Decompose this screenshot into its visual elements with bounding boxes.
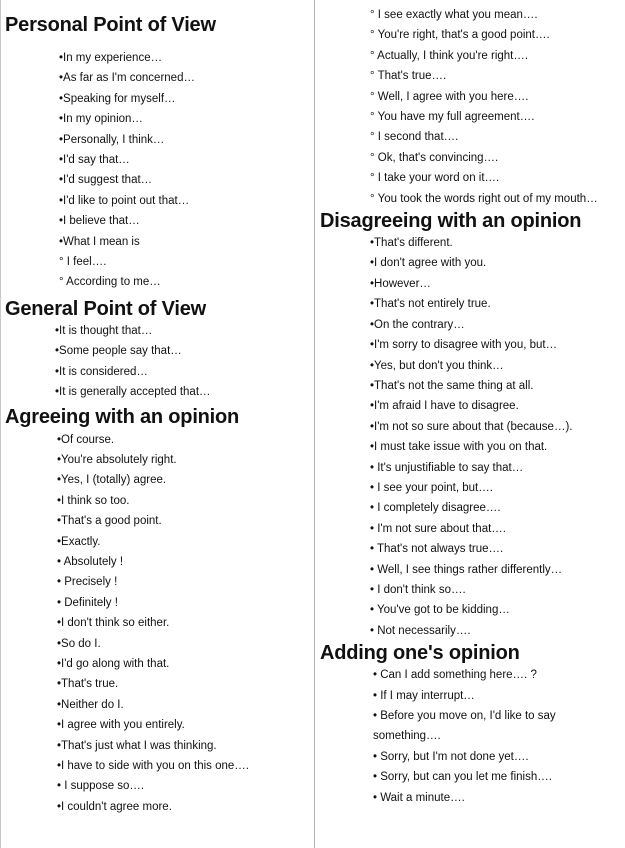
list-item: •Yes, I (totally) agree. bbox=[57, 474, 167, 487]
list-item: •I must take issue with you on that. bbox=[370, 441, 548, 454]
list-item: ° I feel…. bbox=[59, 256, 107, 269]
list-item: •I'd say that… bbox=[59, 154, 130, 167]
list-item: •It is considered… bbox=[55, 365, 148, 378]
list-item: •That's just what I was thinking. bbox=[57, 739, 217, 752]
heading-personal-point-of-view: Personal Point of View bbox=[5, 14, 216, 36]
list-item: •I'd like to point out that… bbox=[59, 194, 190, 207]
list-item: •I'd suggest that… bbox=[59, 174, 153, 187]
page-left-edge bbox=[0, 0, 1, 848]
heading-agreeing-with-an-opinion: Agreeing with an opinion bbox=[5, 405, 240, 428]
list-item: • I completely disagree…. bbox=[370, 502, 501, 515]
list-item: •I couldn't agree more. bbox=[57, 800, 172, 813]
list-item: ° I take your word on it…. bbox=[370, 172, 500, 185]
list-item: ° Well, I agree with you here…. bbox=[370, 90, 529, 103]
list-item: • If I may interrupt… bbox=[373, 689, 475, 702]
list-item: • Can I add something here…. ? bbox=[373, 669, 537, 682]
list-item: • I suppose so…. bbox=[57, 780, 145, 793]
right-column bbox=[320, 0, 620, 808]
list-item: •It is thought that… bbox=[55, 324, 153, 337]
list-item: •I'm not so sure about that (because…). bbox=[370, 420, 573, 433]
heading-adding-ones-opinion: Adding one's opinion bbox=[320, 642, 520, 665]
list-item: •I'd go along with that. bbox=[57, 657, 170, 670]
left-column bbox=[5, 0, 310, 817]
list-item: •That's true. bbox=[57, 678, 119, 691]
list-agreeing-continued bbox=[320, 5, 620, 209]
list-item: • Precisely ! bbox=[57, 576, 118, 589]
list-item: •I'm afraid I have to disagree. bbox=[370, 400, 519, 413]
list-item: • Well, I see things rather differently… bbox=[370, 563, 563, 576]
list-item: • I'm not sure about that…. bbox=[370, 522, 506, 535]
list-item: ° I see exactly what you mean…. bbox=[370, 9, 538, 21]
list-item: ° You have my full agreement…. bbox=[370, 111, 535, 124]
list-item: ° Ok, that's convincing…. bbox=[370, 151, 499, 164]
list-item: •I agree with you entirely. bbox=[57, 719, 185, 732]
list-item: ° That's true…. bbox=[370, 70, 447, 83]
list-item: •In my opinion… bbox=[59, 113, 143, 126]
list-item: • That's not always true…. bbox=[370, 543, 504, 556]
list-adding-ones-opinion bbox=[320, 665, 620, 808]
list-item: • You've got to be kidding… bbox=[370, 604, 510, 617]
list-item: ° You're right, that's a good point…. bbox=[370, 29, 550, 42]
list-item: •I'm sorry to disagree with you, but… bbox=[370, 339, 558, 352]
list-item: ° You took the words right out of my mouth… bbox=[370, 192, 598, 205]
list-item: • Wait a minute…. bbox=[373, 791, 465, 804]
list-item: • It's unjustifiable to say that… bbox=[370, 461, 524, 474]
list-item: •That's different. bbox=[370, 237, 453, 250]
list-item: •Of course. bbox=[57, 433, 115, 446]
list-item: • Definitely ! bbox=[57, 596, 118, 609]
list-item: ° Actually, I think you're right…. bbox=[370, 49, 529, 62]
list-item: •In my experience… bbox=[59, 52, 163, 64]
list-item: • I don't think so…. bbox=[370, 583, 466, 596]
list-item: •So do I. bbox=[57, 637, 101, 650]
list-item: •Neither do I. bbox=[57, 698, 124, 711]
list-item: •You're absolutely right. bbox=[57, 453, 177, 466]
list-item: •Exactly. bbox=[57, 535, 101, 548]
list-agreeing-with-an-opinion bbox=[5, 430, 310, 818]
column-divider bbox=[314, 0, 315, 848]
list-item: •Personally, I think… bbox=[59, 133, 165, 146]
list-item: •I think so too. bbox=[57, 494, 130, 507]
list-item: • I see your point, but…. bbox=[370, 481, 493, 494]
list-item: •As far as I'm concerned… bbox=[59, 72, 195, 85]
heading-general-point-of-view: General Point of View bbox=[5, 297, 207, 320]
list-item: • Sorry, but I'm not done yet…. bbox=[373, 750, 529, 763]
list-item: •What I mean is bbox=[59, 235, 140, 248]
list-item: ° According to me… bbox=[59, 276, 161, 289]
list-item: •On the contrary… bbox=[370, 318, 465, 331]
list-item: •Yes, but don't you think… bbox=[370, 359, 504, 372]
heading-disagreeing-with-an-opinion: Disagreeing with an opinion bbox=[320, 210, 582, 233]
list-item: ° I second that…. bbox=[370, 131, 459, 144]
list-item: •That's not the same thing at all. bbox=[370, 379, 534, 392]
list-item: • Not necessarily…. bbox=[370, 624, 471, 637]
list-disagreeing-with-an-opinion bbox=[320, 233, 620, 641]
list-item: •It is generally accepted that… bbox=[55, 386, 211, 399]
list-item: • Absolutely ! bbox=[57, 555, 124, 568]
list-item: •That's a good point. bbox=[57, 515, 162, 528]
list-item: •I don't agree with you. bbox=[370, 257, 487, 270]
list-item: •However… bbox=[370, 277, 431, 290]
list-item: •Some people say that… bbox=[55, 345, 182, 358]
list-item: •I have to side with you on this one…. bbox=[57, 760, 249, 772]
list-general-point-of-view bbox=[5, 321, 310, 403]
list-item: •I don't think so either. bbox=[57, 617, 170, 630]
list-item: •That's not entirely true. bbox=[370, 298, 491, 311]
list-item: •I believe that… bbox=[59, 215, 140, 228]
list-item: • Sorry, but can you let me finish…. bbox=[373, 771, 552, 784]
list-item: •Speaking for myself… bbox=[59, 92, 176, 105]
list-personal-point-of-view bbox=[5, 48, 310, 293]
list-item: • Before you move on, I'd like to say something…. bbox=[373, 710, 556, 743]
